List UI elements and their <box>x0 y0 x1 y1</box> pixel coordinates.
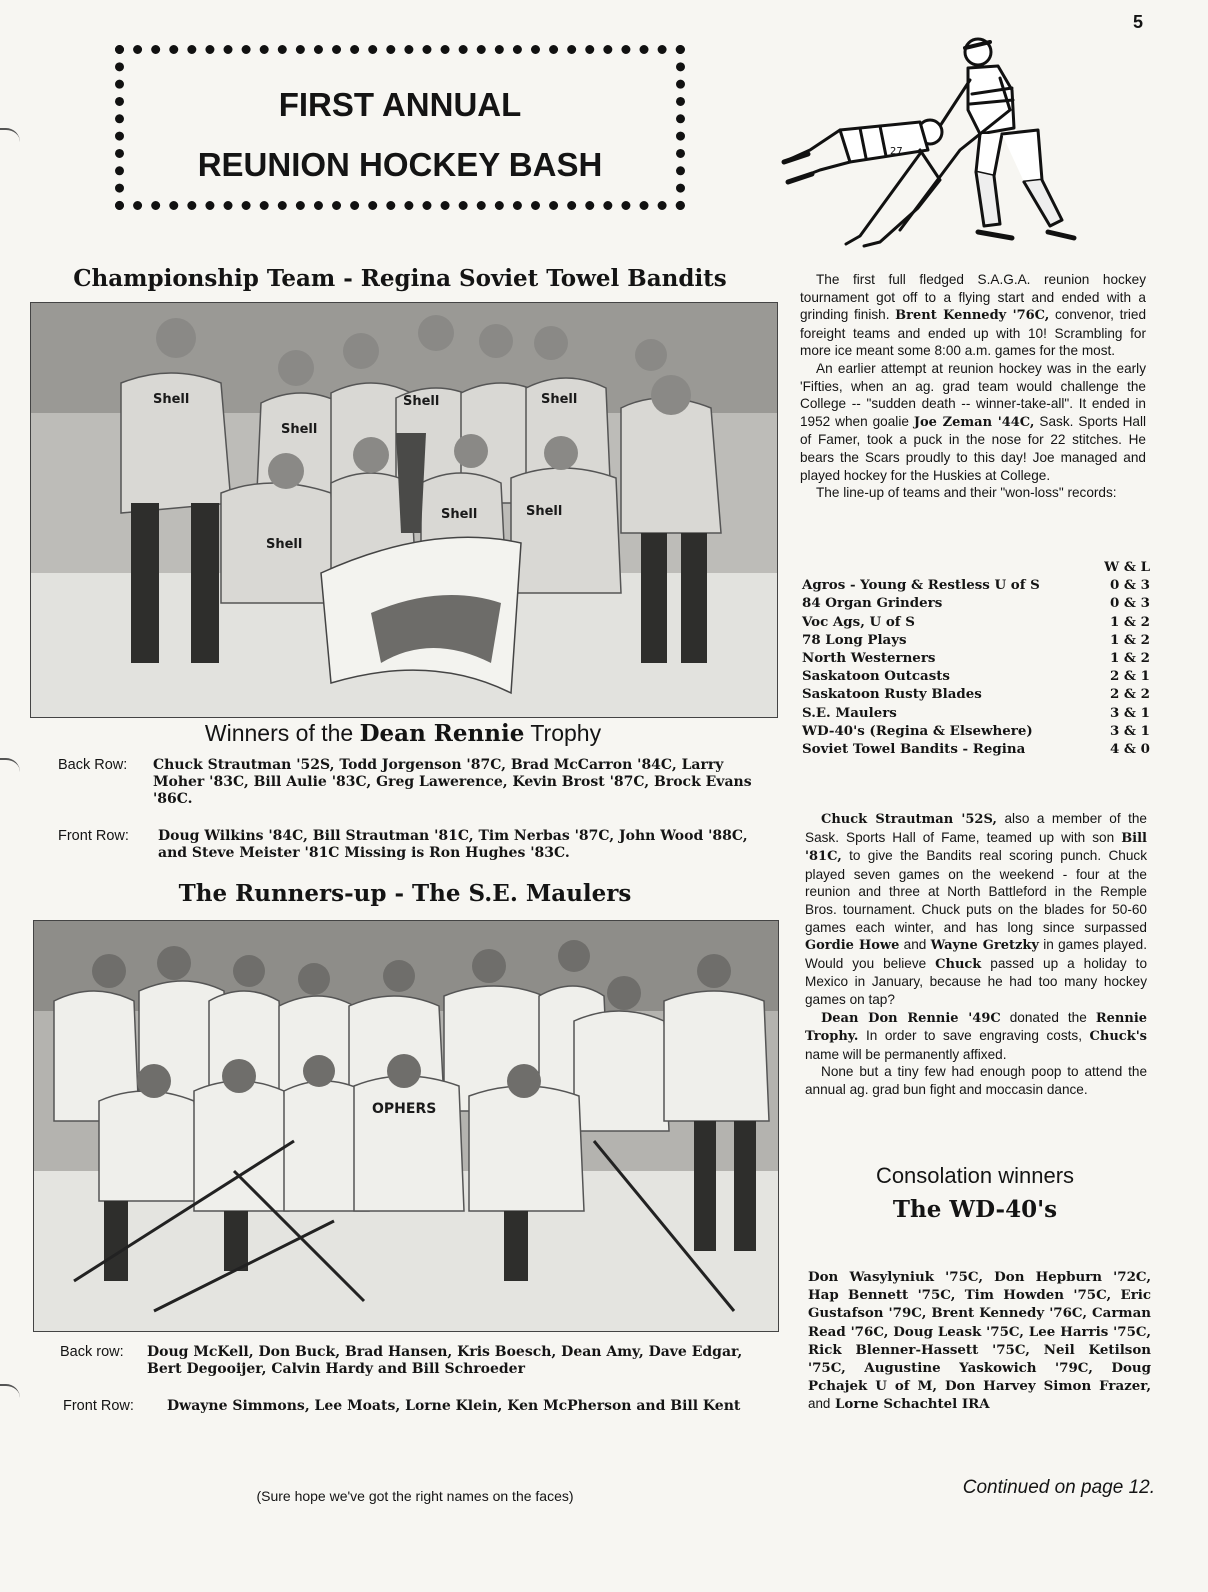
article-intro <box>800 271 1146 502</box>
back-row-label: Back row: <box>60 1344 124 1360</box>
article-name: Wayne Gretzky <box>930 938 1039 954</box>
standings-row <box>802 740 1150 758</box>
standings-row <box>802 667 1150 685</box>
standings-header-spacer <box>802 558 1094 576</box>
article-name: Chuck <box>935 956 982 972</box>
standings-table <box>802 558 1150 758</box>
standings-record: 1 & 2 <box>1109 613 1150 630</box>
standings-team: Agros - Young & Restless U of S <box>802 577 1040 594</box>
standings-team: North Westerners <box>802 650 936 667</box>
standings-row <box>802 685 1150 703</box>
article-name: Rennie Trophy. <box>805 1010 1148 1045</box>
front-row-names: Dwayne Simmons, Lee Moats, Lorne Klein, Ken McPherson and Bill Kent <box>167 1398 741 1414</box>
standings-record: 1 & 2 <box>1109 631 1150 648</box>
consolation-label: Consolation winners <box>875 1163 1075 1188</box>
title-line-1: FIRST ANNUAL <box>278 86 522 123</box>
championship-front-row <box>58 828 778 868</box>
back-row-names: Doug McKell, Don Buck, Brad Hansen, Kris Boesch, Dean Amy, Dave Edgar, Bert Degooijer, Calvin Hardy and Bill Schroeder <box>147 1344 743 1377</box>
bottom-note: (Sure hope we've got the right names on the faces) <box>256 1488 574 1504</box>
standings-team: Saskatoon Outcasts <box>802 668 950 685</box>
standings-record: 4 & 0 <box>1109 741 1150 758</box>
article-paragraph <box>805 810 1147 1009</box>
standings-record: 2 & 2 <box>1109 686 1150 703</box>
article-paragraph: The line-up of teams and their "won-loss" records: <box>816 485 1117 501</box>
standings-team: S.E. Maulers <box>802 704 897 721</box>
front-row-label: Front Row: <box>63 1398 134 1414</box>
continued-note: Continued on page 12. <box>962 1477 1155 1498</box>
jersey-text: Shell <box>281 422 318 437</box>
standings-record: 3 & 1 <box>1109 704 1150 721</box>
standings-team: 84 Organ Grinders <box>802 595 943 612</box>
binder-hole-mark <box>0 1384 20 1400</box>
article-paragraph: None but a tiny few had enough poop to attend the annual ag. grad bun fight and moccasin dance. <box>805 1064 1147 1097</box>
standings-row <box>802 704 1150 722</box>
binder-hole-mark <box>0 758 20 774</box>
standings-row <box>802 594 1150 612</box>
article-name: Chuck Strautman '52S, <box>821 812 997 827</box>
jersey-text: OPHERS <box>372 1101 437 1117</box>
jersey-text: Shell <box>541 392 578 407</box>
article-text: to give the Bandits real scoring punch. Chuck played seven games on the weekend - four at the reunion and three at North Battleford in the Remple Bros. tournament. Chuck puts on the blades for 50-60 games each winter, and has long since surpassed <box>805 848 1147 935</box>
trophy-caption <box>30 720 776 747</box>
runners-up-heading: The Runners-up - The S.E. Maulers <box>178 880 632 907</box>
trophy-caption-suffix: Trophy <box>530 720 602 746</box>
article-name: Bill '81C, <box>805 830 1147 865</box>
chuck-article <box>805 810 1147 1099</box>
article-paragraph <box>800 360 1146 484</box>
standings-record: 3 & 1 <box>1109 722 1150 739</box>
title-line-2: REUNION HOCKEY BASH <box>197 146 603 183</box>
article-text: passed up a holiday to Mexico in January, because he had too many hockey games on tap? <box>805 955 1147 1007</box>
consolation-and: and <box>808 1396 831 1412</box>
runners-up-back-row <box>60 1344 780 1384</box>
jersey-text: Shell <box>153 392 190 407</box>
back-row-names: Chuck Strautman '52S, Todd Jorgenson '87C, Brad McCarron '84C, Larry Moher '83C, Bill Aulie '83C, Greg Lawerence, Kevin Brost '87C, Brock Evans '86C. <box>153 757 752 807</box>
standings-team: 78 Long Plays <box>802 631 907 648</box>
standings-row <box>802 631 1150 649</box>
consolation-last-name: Lorne Schachtel IRA <box>835 1396 990 1413</box>
article-text: The first full fledged S.A.G.A. reunion hockey tournament got off to a flying start and ended with a grinding finish. <box>800 272 1146 323</box>
back-row-label: Back Row: <box>58 757 128 773</box>
article-name: Joe Zeman '44C, <box>913 414 1035 430</box>
article-name: Gordie Howe <box>805 938 900 954</box>
article-text: donated the <box>1009 1009 1087 1025</box>
article-paragraph <box>800 271 1146 360</box>
svg-text:27: 27 <box>890 146 903 157</box>
standings-team: WD-40's (Regina & Elsewhere) <box>802 722 1033 739</box>
article-name: Dean Don Rennie '49C <box>821 1010 1001 1026</box>
front-row-label: Front Row: <box>58 828 129 844</box>
standings-header-row <box>802 558 1150 576</box>
championship-team-photo <box>30 302 778 718</box>
article-text: also a member of the Sask. Sports Hall of Fame, teamed up with son <box>805 811 1147 845</box>
hockey-players-illustration <box>780 30 1080 265</box>
article-name: Chuck's <box>1089 1029 1148 1045</box>
standings-row <box>802 649 1150 667</box>
consolation-team: The WD-40's <box>892 1196 1058 1223</box>
article-name: Brent Kennedy '76C, <box>895 308 1050 324</box>
title-box <box>115 45 685 210</box>
runners-up-team-photo <box>33 920 779 1332</box>
standings-header: W & L <box>1104 559 1150 575</box>
article-text: convenor, tried foreight teams and ended up with 10! Scrambling for more ice meant some 8:00 a.m. games for the most. <box>800 307 1147 359</box>
article-text: in games played. Would you believe <box>805 937 1148 971</box>
jersey-text: Shell <box>266 537 303 552</box>
article-text: Sask. Sports Hall of Famer, took a puck in the nose for 22 stitches. He bears the Scars proudly to this day! Joe managed and played hockey for the Huskies at College. <box>800 413 1146 483</box>
front-row-names: Doug Wilkins '84C, Bill Strautman '81C, Tim Nerbas '87C, John Wood '88C, and Steve Meister '81C Missing is Ron Hughes '83C. <box>158 828 748 861</box>
standings-row <box>802 613 1150 631</box>
runners-up-front-row <box>63 1398 783 1438</box>
standings-record: 1 & 2 <box>1109 650 1150 667</box>
jersey-text: Shell <box>403 394 440 409</box>
standings-row <box>802 722 1150 740</box>
standings-record: 2 & 1 <box>1109 668 1150 685</box>
standings-row <box>802 576 1150 594</box>
trophy-caption-prefix: Winners of the <box>204 720 354 746</box>
trophy-caption-name: Dean Rennie <box>359 720 525 747</box>
standings-record: 0 & 3 <box>1109 577 1150 594</box>
article-text: In order to save engraving costs, <box>865 1028 1082 1044</box>
article-paragraph <box>805 1009 1147 1064</box>
championship-back-row <box>58 757 778 817</box>
jersey-text: Shell <box>441 507 478 522</box>
standings-team: Voc Ags, U of S <box>802 613 915 630</box>
standings-team: Soviet Towel Bandits - Regina <box>802 741 1026 758</box>
article-text: An earlier attempt at reunion hockey was in the early 'Fifties, when an ag. grad team would challenge the College -- "sudden death -- winner-take-all". It ended in 1952 when goalie <box>800 360 1146 429</box>
standings-record: 0 & 3 <box>1109 595 1150 612</box>
consolation-names: Don Wasylyniuk '75C, Don Hepburn '72C, Hap Bennett '75C, Tim Howden '75C, Eric Gustafson '79C, Brent Kennedy '76C, Carman Read '76C, Doug Leask '75C, Lee Harris '75C, Rick Blenner-Hassett '75C, Neil Ketilson '75C, Augustine Yaskowich '79C, Doug Pchajek U of M, Don Harvey Simon Frazer, <box>808 1269 1151 1395</box>
standings-team: Saskatoon Rusty Blades <box>802 686 982 703</box>
binder-hole-mark <box>0 128 20 144</box>
consolation-roster <box>808 1268 1151 1414</box>
jersey-text: Shell <box>526 504 563 519</box>
article-text: name will be permanently affixed. <box>805 1046 1007 1062</box>
article-text: and <box>903 937 927 953</box>
page-number: 5 <box>1133 12 1144 32</box>
championship-heading: Championship Team - Regina Soviet Towel Bandits <box>73 265 727 292</box>
